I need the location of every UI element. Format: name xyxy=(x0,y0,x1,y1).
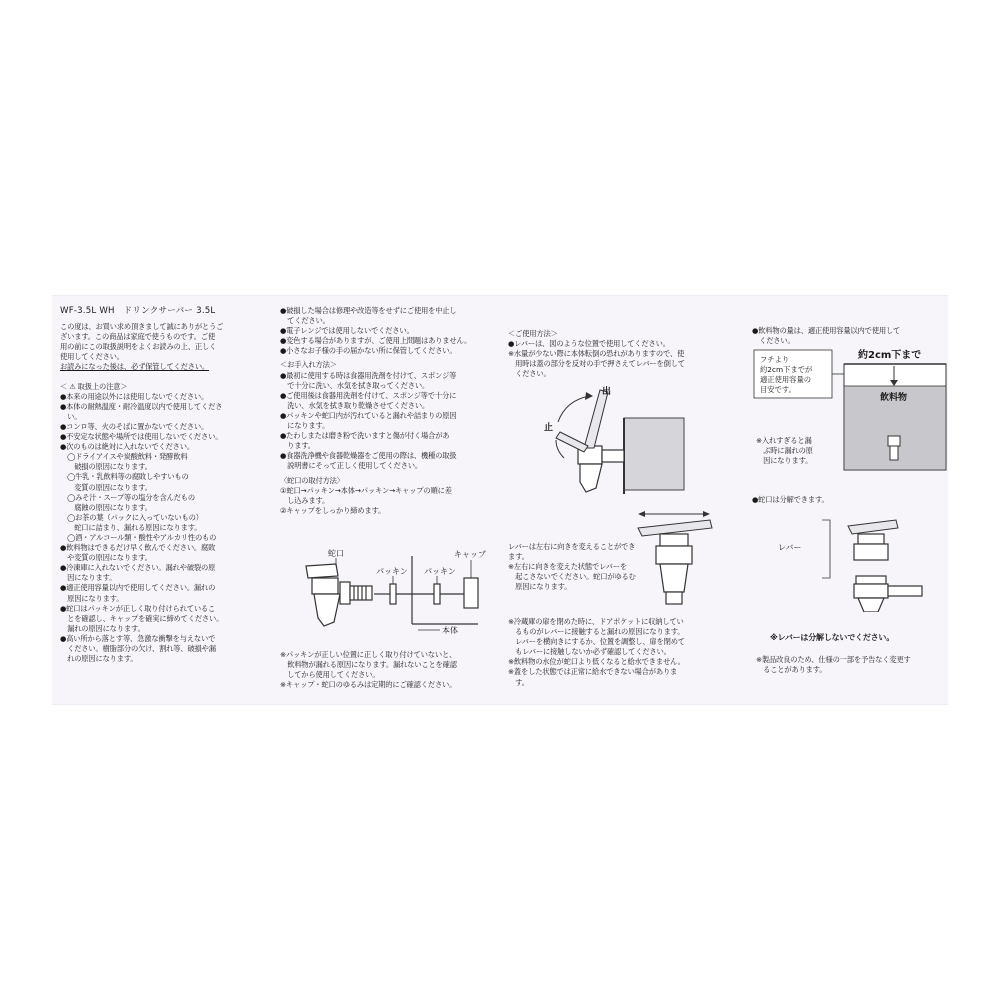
lever-out-label: 出 xyxy=(602,387,612,397)
handling-line: 因になります。 xyxy=(60,573,117,583)
handling-line: ◯ドライアイスや炭酸飲料・発酵飲料 xyxy=(60,452,188,462)
care-line: で十分に洗い、水気を拭き取ってください。 xyxy=(280,380,430,390)
faucet-note: ※キャップ・蛇口のゆるみは定期的にご確認ください。 xyxy=(280,680,457,690)
faucet-heading: 〈蛇口の取付方法〉 xyxy=(280,475,344,485)
lever-tilted xyxy=(556,432,588,452)
lever-note: 起こさないでください。蛇口がゆるむ xyxy=(508,572,636,582)
lever-direction-line: レバーは左右に向きを変えることができ xyxy=(508,542,636,551)
capacity-line: ●飲料物の量は、適正使用容量以内で使用して xyxy=(752,326,901,335)
handling-heading: ＜ ⚠ 取扱上の注意＞ xyxy=(60,381,128,391)
handling-line: ●高い所から落とす等、急激な衝撃を与えないで xyxy=(60,633,216,643)
handling-line: ●コンロ等、火のそばに置かないでください。 xyxy=(60,421,209,431)
care-line: 洗い、水気を拭き取り乾燥させてください。 xyxy=(280,400,430,410)
handling-line: 蛇口に詰まり、漏れる原因になります。 xyxy=(60,522,202,532)
col2-line: ●変色する場合がありますが、ご使用上問題はありません。 xyxy=(280,336,472,346)
capacity-line: ください。 xyxy=(752,336,795,346)
disassembly-diagram xyxy=(762,512,942,612)
faucet-icon xyxy=(888,436,900,460)
intro-line: お読みになった後は、必ず保管してください。 xyxy=(60,362,210,372)
lever-label: レバー xyxy=(778,543,802,552)
lever-bracket xyxy=(822,520,830,578)
col2-line: ●電子レンジでは使用しないでください。 xyxy=(280,326,414,336)
arrow-head xyxy=(585,392,593,400)
care-line: ります。 xyxy=(280,441,315,451)
handling-line: とを確認し、キャップを確実に締めてください。 xyxy=(60,613,224,623)
handling-line: ●本体の耐熱温度・耐冷温度以内で使用してくださ xyxy=(60,401,223,411)
product-title: WF-3.5L WH ドリンクサーバー 3.5L xyxy=(60,306,216,316)
packing-label: パッキン xyxy=(424,567,456,576)
body-label: 本体 xyxy=(442,626,458,635)
usage-line: ※水量が少ない際に本体転倒の恐れがありますので、使 xyxy=(508,349,685,359)
handling-line: い。 xyxy=(60,411,82,421)
container-wall xyxy=(624,418,684,490)
footer-note xyxy=(756,655,952,675)
handling-line: れの原因になります。 xyxy=(60,654,138,664)
column-3-notes xyxy=(508,617,728,688)
faucet-assembly-diagram xyxy=(284,546,494,646)
arrow-head xyxy=(638,511,645,517)
faucet-illustration xyxy=(306,564,372,626)
capacity-headline: 約2cm下まで xyxy=(858,350,922,361)
care-line: ●ご使用後は食器用洗剤を付けて、スポンジ等で十分に xyxy=(280,390,457,400)
faucet-note: ※パッキンが正しい位置に正しく取り付けていないと、 xyxy=(280,650,457,659)
disassemble-line: ●蛇口は分解できます。 xyxy=(752,495,829,504)
intro-line: 用の前にこの取扱説明をよくお読みの上、正しく xyxy=(60,342,217,352)
callout-line: フチより xyxy=(760,355,790,364)
no-disassemble-line: ※レバーは分解しないでください。 xyxy=(770,633,895,642)
faucet-notes xyxy=(280,650,496,690)
col2-line: ●小さなお子様の手の届かない所に保管してください。 xyxy=(280,346,457,356)
handling-line: ●冷凍庫に入れないでください。漏れや破裂の原 xyxy=(60,563,216,573)
lever-direction-text xyxy=(508,542,638,592)
col3-note: レバーを横向きにするか、位置を調整し、扉を閉めて xyxy=(508,637,685,647)
callout-line: 目安です。 xyxy=(760,385,796,394)
footer-line: ることがあります。 xyxy=(756,665,827,675)
lever-note: ※左右に向きを変えた状態でレバーを xyxy=(508,562,627,572)
lever-part xyxy=(848,520,898,534)
handling-line: ●本来の用途以外には使用しないでください。 xyxy=(60,391,209,401)
instruction-sheet xyxy=(52,295,948,705)
intro-line: ざいます。この商品は家庭で使うものです。ご使 xyxy=(60,332,215,342)
lever-note: 原因になります。 xyxy=(508,582,572,592)
overfill-line: 因になります。 xyxy=(756,456,813,466)
disassemble-text xyxy=(752,495,948,505)
handling-line: ●蛇口はパッキンが正しく取り付けられているこ xyxy=(60,603,216,613)
handling-line: ●適正使用容量以内で使用してください。漏れの xyxy=(60,583,216,593)
handling-line: ◯お茶の葉（パックに入っていないもの） xyxy=(60,512,203,522)
col2-line: てください。 xyxy=(280,316,330,326)
footer-line: ※製品改良のため、仕様の一部を予告なく変更す xyxy=(756,655,911,664)
handling-line: 腐蝕の原因になります。 xyxy=(60,502,152,512)
faucet-step: し込みます。 xyxy=(280,495,330,505)
faucet-step: ②キャップをしっかり締めます。 xyxy=(280,505,386,515)
column-1 xyxy=(60,306,260,664)
handling-line: や変質の原因になります。 xyxy=(60,553,152,563)
handling-line: 原因になります。 xyxy=(60,593,124,603)
overfill-note xyxy=(756,436,846,466)
handling-line: ●不安定な状態や場所では使用しないでください。 xyxy=(60,432,223,442)
handling-line: 破損の原因になります。 xyxy=(60,462,152,472)
col3-note: ※飲料物の水位が蛇口より低くなると給水できません。 xyxy=(508,657,685,667)
handling-list xyxy=(60,392,260,665)
intro-line: 使用してください。 xyxy=(60,352,124,362)
callout-line: 約2cm下までが xyxy=(760,365,813,374)
care-line: 説明書にそって正しく使用してください。 xyxy=(280,461,422,471)
col2-line: ●破損した場合は修理や改造等をせずにご使用を中止し xyxy=(280,306,457,315)
packing-label: パッキン xyxy=(376,567,408,576)
handling-line: 漏れの原因になります。 xyxy=(60,623,145,633)
lever-direction-line: ます。 xyxy=(508,552,529,562)
col3-note: もレバーに接触しないか必ず確認してください。 xyxy=(508,647,671,657)
faucet-front xyxy=(656,534,692,604)
handling-line: ◯みそ汁・スープ等の塩分を含んだもの xyxy=(60,492,195,502)
intro-text xyxy=(60,322,260,372)
faucet-note: してから使用してください。 xyxy=(280,670,380,680)
cap-label: キャップ xyxy=(454,550,486,559)
faucet-illustration xyxy=(578,446,624,492)
faucet-note: 飲料物が漏れる原因になります。漏れないことを確認 xyxy=(280,660,457,670)
care-line: ●パッキンや蛇口内が汚れていると漏れや詰まりの原因 xyxy=(280,410,457,420)
usage-line: ください。 xyxy=(508,369,551,379)
no-disassemble-note xyxy=(770,633,950,643)
liquid-label: 飲料物 xyxy=(880,393,908,403)
care-line: ●最初に使用する時は食器用洗剤を付けて、スポンジ等 xyxy=(280,370,457,380)
callout-line: 適正使用容量の xyxy=(760,375,812,384)
column-2 xyxy=(280,306,496,516)
lever-direction-diagram xyxy=(632,506,722,616)
handling-line: ●飲料物はできるだけ早く飲んでください。腐敗 xyxy=(60,543,216,553)
handling-line: ◯牛乳・乳飲料等の腐敗しやすいもの xyxy=(60,472,189,482)
faucet-label: 蛇口 xyxy=(328,549,344,558)
lever-stop-label: 止 xyxy=(544,423,554,433)
col3-note: るものがレバーに接触すると漏れの原因になります。 xyxy=(508,627,685,637)
usage-heading: ＜ご使用方法＞ xyxy=(508,329,558,338)
overfill-line: ※入れすぎると漏 xyxy=(756,436,812,445)
care-line: になります。 xyxy=(280,421,330,431)
care-line: ●食器洗浄機や食器乾燥器をご使用の際は、機種の取扱 xyxy=(280,451,457,461)
lever-arc-arrow xyxy=(556,440,564,458)
usage-line: 用時は蓋の部分を反対の手で押さえてレバーを倒して xyxy=(508,359,685,369)
col3-note: ※蓋をした状態では正常に給水できない場合がありま xyxy=(508,667,678,677)
col3-note: す。 xyxy=(508,677,529,687)
care-line: ●たわしまたは磨き粉で洗いますと傷が付く場合があ xyxy=(280,431,450,441)
column-3 xyxy=(508,329,728,379)
care-heading: ＜お手入れ方法＞ xyxy=(280,360,337,370)
arrow-head xyxy=(703,511,710,517)
usage-line: ●レバーは、図のような位置で使用してください。 xyxy=(508,339,670,349)
faucet-step: ①蛇口→パッキン→本体→パッキン→キャップの順に差 xyxy=(280,485,452,495)
handling-line: ◯酒・アルコール類・酸性やアルカリ性のもの xyxy=(60,532,217,542)
lever-position-diagram xyxy=(538,384,688,504)
handling-line: ください。樹脂部分の欠け、割れ等、破損や漏 xyxy=(60,644,216,653)
col3-note: ※冷蔵庫の扉を閉めた時に、ドアポケットに収納してい xyxy=(508,617,684,626)
column-4 xyxy=(752,326,948,346)
intro-line: この度は、お買い求め頂きまして誠にありがとうご xyxy=(60,322,224,332)
faucet-parts xyxy=(854,534,922,612)
overfill-line: ぶ時に漏れの原 xyxy=(756,446,813,456)
handling-line: ●次のものは絶対に入れないでください。 xyxy=(60,442,194,452)
handling-line: 変質の原因になります。 xyxy=(60,482,152,492)
